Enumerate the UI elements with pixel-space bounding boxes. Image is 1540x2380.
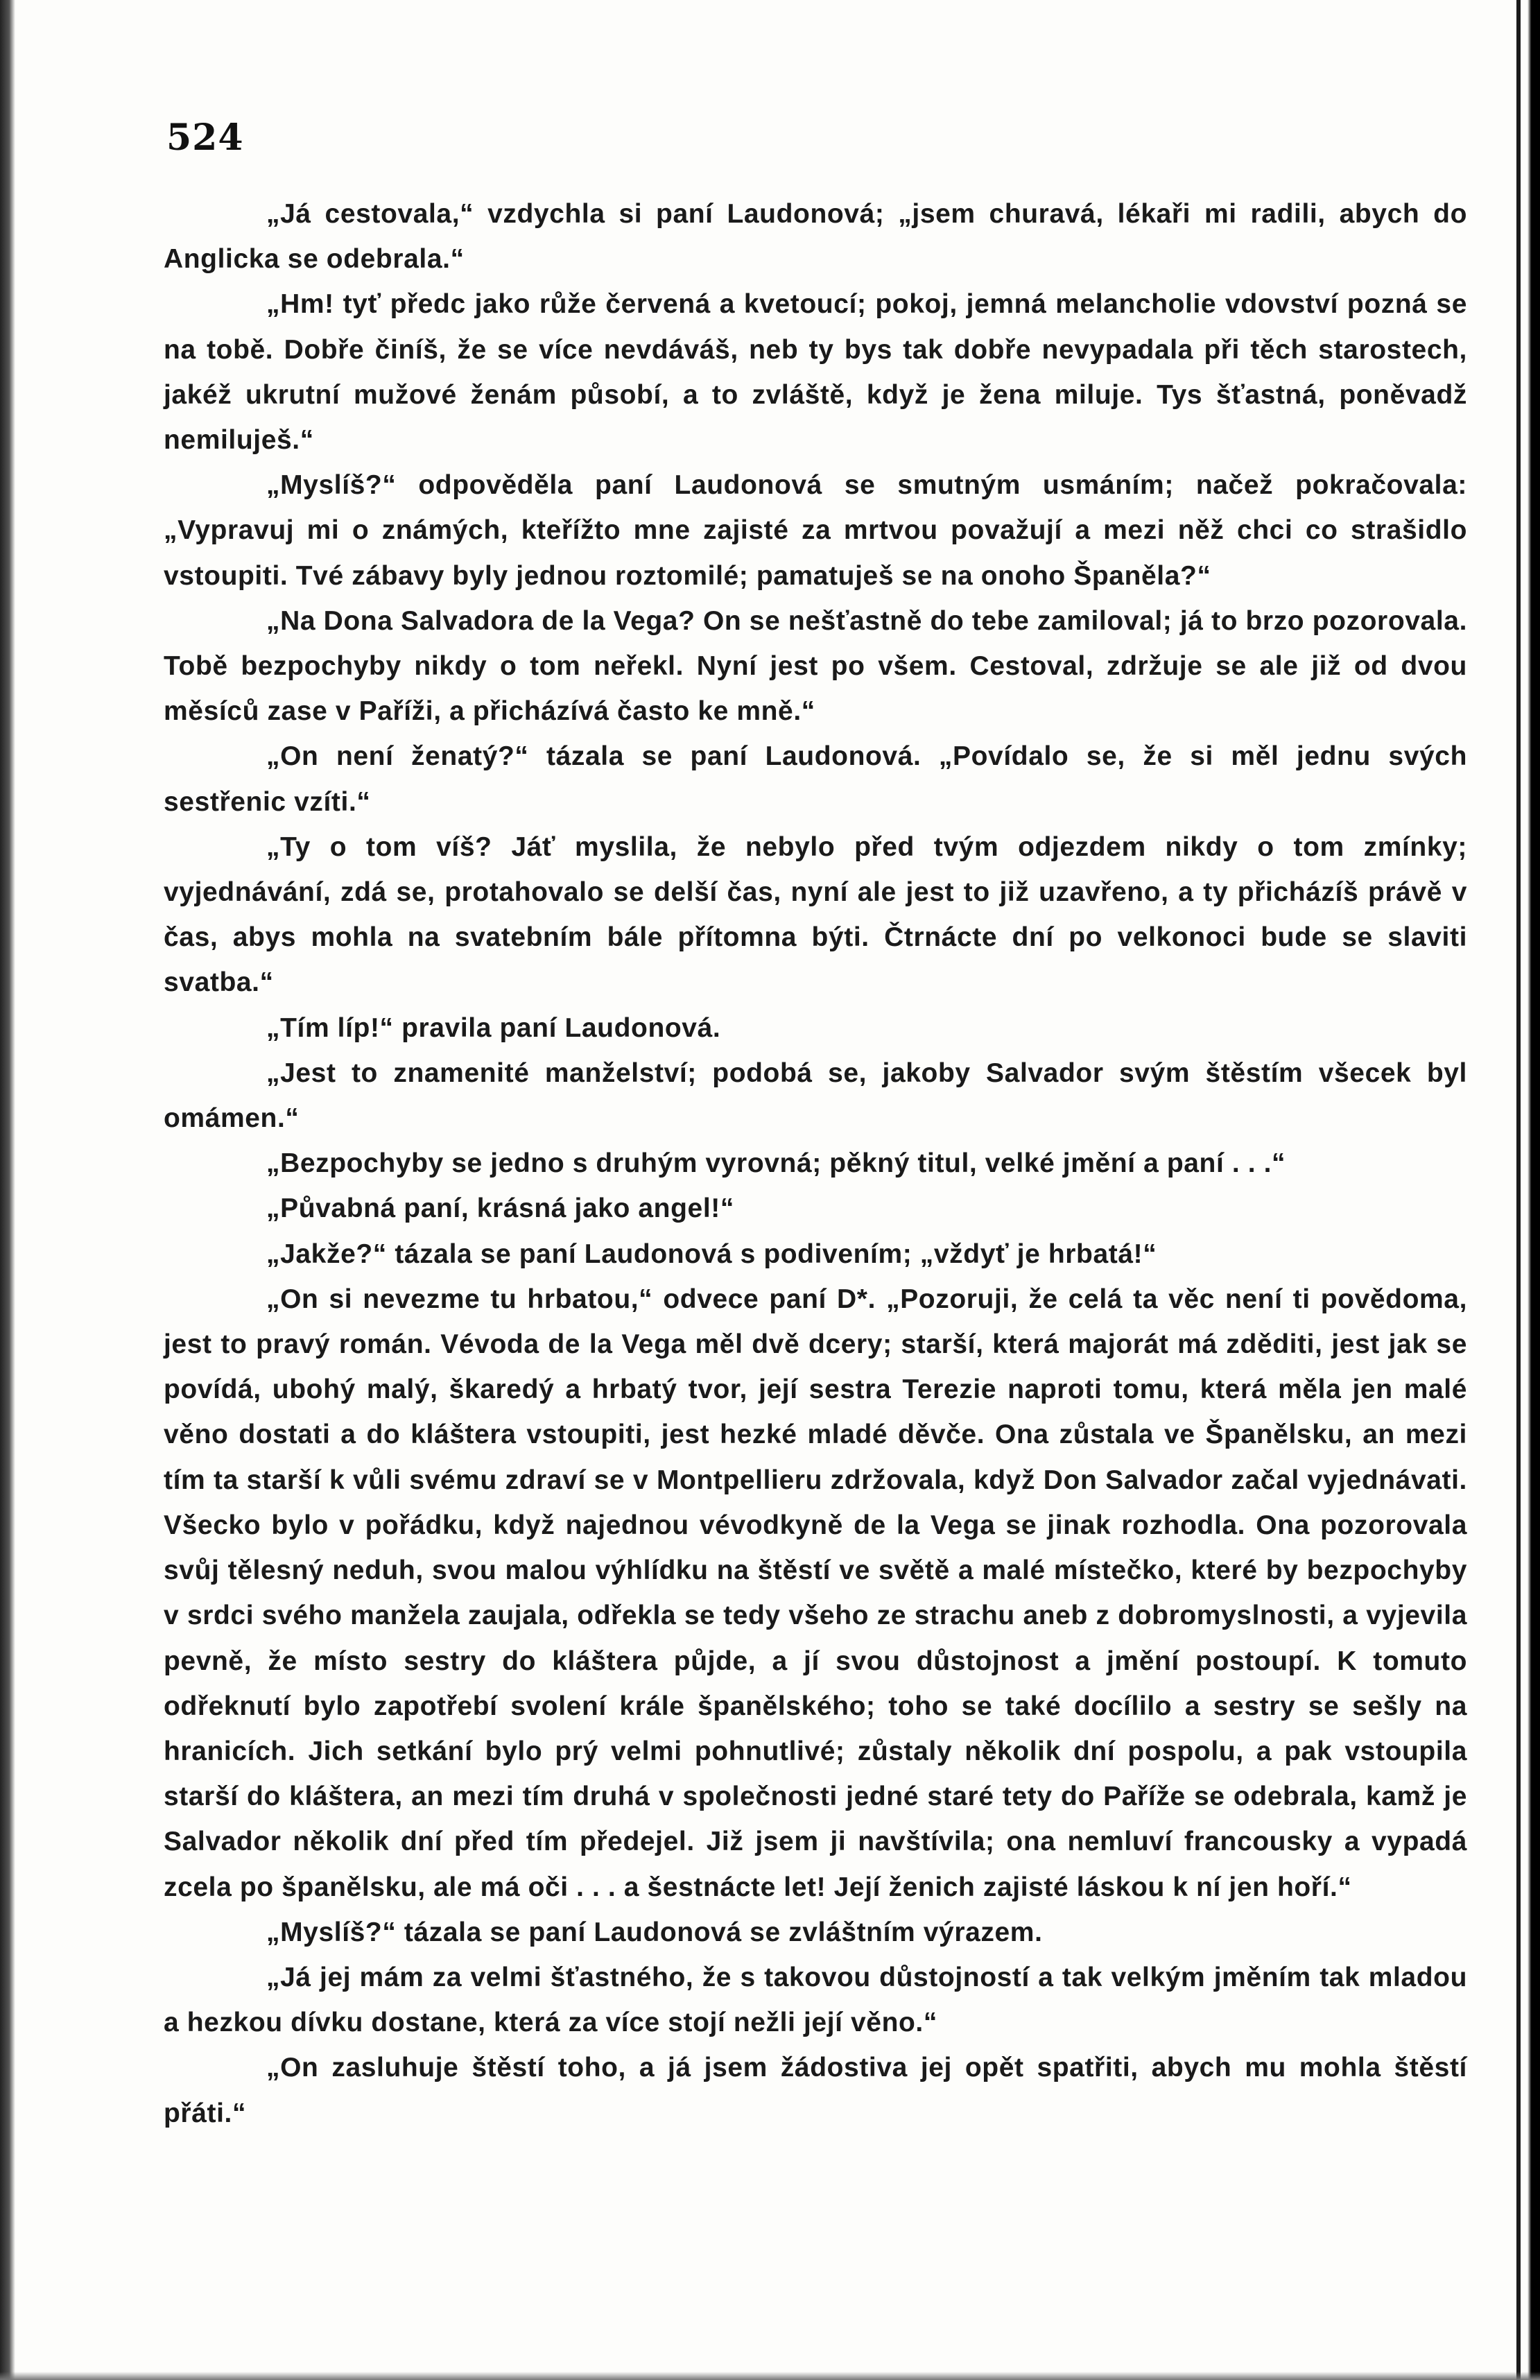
paragraph: „Půvabná paní, krásná jako angel!“ xyxy=(266,1193,734,1224)
paragraph: „Hm! tyť předc jako růže červená a kvetoucí; pokoj, jemná melancholie vdovství pozná se na tobě. Dobře činíš, že se více nevdáváš, neb ty bys tak dobře nevypadala při těch starostech, jakéž ukrutní mužové ženám působí, a to zvláště, když je žena miluje. Tys šťastná, poněvadž nemiluješ.“ xyxy=(164,289,1467,456)
scan-edge-right xyxy=(1528,0,1540,2380)
paragraph: „Myslíš?“ odpověděla paní Laudonová se smutným usmáním; načež pokračovala: „Vypravuj mi o známých, kteřížto mne zajisté za mrtvou považují a mezi něž chci co strašidlo vstoupiti. Tvé zábavy byly jednou roztomilé; pamatuješ se na onoho Španěla?“ xyxy=(164,470,1467,591)
paragraph: „On zasluhuje štěstí toho, a já jsem žádostiva jej opět spatřiti, abych mu mohla štěstí přáti.“ xyxy=(164,2053,1467,2128)
body-text xyxy=(164,191,1467,2136)
paragraph: „Já cestovala,“ vzdychla si paní Laudonová; „jsem churavá, lékaři mi radili, abych do Anglicka se odebrala.“ xyxy=(164,199,1467,275)
paragraph: „Já jej mám za velmi šťastného, že s takovou důstojností a tak velkým jměním tak mladou a hezkou dívku dostane, která za více stojí nežli její věno.“ xyxy=(164,1962,1467,2038)
paragraph: „Myslíš?“ tázala se paní Laudonová se zvláštním výrazem. xyxy=(266,1917,1043,1947)
paragraph: „Jest to znamenité manželství; podobá se, jakoby Salvador svým štěstím všecek byl omámen.“ xyxy=(164,1058,1467,1134)
scan-edge-right-line xyxy=(1516,0,1521,2380)
paragraph: „On si nevezme tu hrbatou,“ odvece paní D*. „Pozoruji, že celá ta věc není ti povědoma, jest to pravý román. Vévoda de la Vega měl dvě dcery; starší, která majorát má zděditi, jest jak se povídá, ubohý malý, škaredý a hrbatý tvor, její sestra Terezie naproti tomu, která měla jen malé věno dostati a do kláštera vstoupiti, jest hezké mladé děvče. Ona zůstala ve Španělsku, an mezi tím ta starší k vůli svému zdraví se v Montpellieru zdržovala, když Don Salvador začal vyjednávati. Všecko bylo v pořádku, když najednou vévodkyně de la Vega se jinak rozhodla. Ona pozorovala svůj tělesný neduh, svou malou výhlídku na štěstí ve světě a malé místečko, které by bezpochyby v srdci svého manžela zaujala, odřekla se tedy všeho ze strachu aneb z dobromyslnosti, a vyjevila pevně, že místo sestry do kláštera půjde, a jí svou důstojnost a jmění postoupí. K tomuto odřeknutí bylo zapotřebí svolení krále španělského; toho se také docílilo a sestry se sešly na hranicích. Jich setkání bylo prý velmi pohnutlivé; zůstaly několik dní pospolu, a pak vstoupila starší do kláštera, an mezi tím druhá v společnosti jedné staré tety do Paříže se odebrala, kamž je Salvador několik dní před tím předejel. Již jsem ji navštívila; ona nemluví francousky a vypadá zcela po španělsku, ale má oči . . . a šestnácte let! Její ženich zajisté láskou k ní jen hoří.“ xyxy=(164,1284,1467,1902)
scan-edge-left xyxy=(0,0,15,2380)
paragraph: „Na Dona Salvadora de la Vega? On se nešťastně do tebe zamiloval; já to brzo pozorovala. Tobě bezpochyby nikdy o tom neřekl. Nyní jest po všem. Cestoval, zdržuje se ale již od dvou měsíců zase v Paříži, a přicházívá často ke mně.“ xyxy=(164,605,1467,727)
paragraph: „On není ženatý?“ tázala se paní Laudonová. „Povídalo se, že si měl jednu svých sestřenic vzíti.“ xyxy=(164,741,1467,817)
paragraph: „Ty o tom víš? Jáť myslila, že nebylo před tvým odjezdem nikdy o tom zmínky; vyjednávání, zdá se, protahovalo se delší čas, nyní ale jest to již uzavřeno, a ty přicházíš právě v čas, abys mohla na svatebním bále přítomna býti. Čtrnácte dní po velkonoci bude se slaviti svatba.“ xyxy=(164,831,1467,998)
paragraph: „Bezpochyby se jedno s druhým vyrovná; pěkný titul, velké jmění a paní . . .“ xyxy=(266,1148,1286,1179)
paragraph: „Tím líp!“ pravila paní Laudonová. xyxy=(266,1012,721,1043)
page-number: 524 xyxy=(166,117,244,159)
scan-edge-bottom xyxy=(0,2372,1540,2380)
paragraph: „Jakže?“ tázala se paní Laudonová s podivením; „vždyť je hrbatá!“ xyxy=(266,1239,1157,1269)
